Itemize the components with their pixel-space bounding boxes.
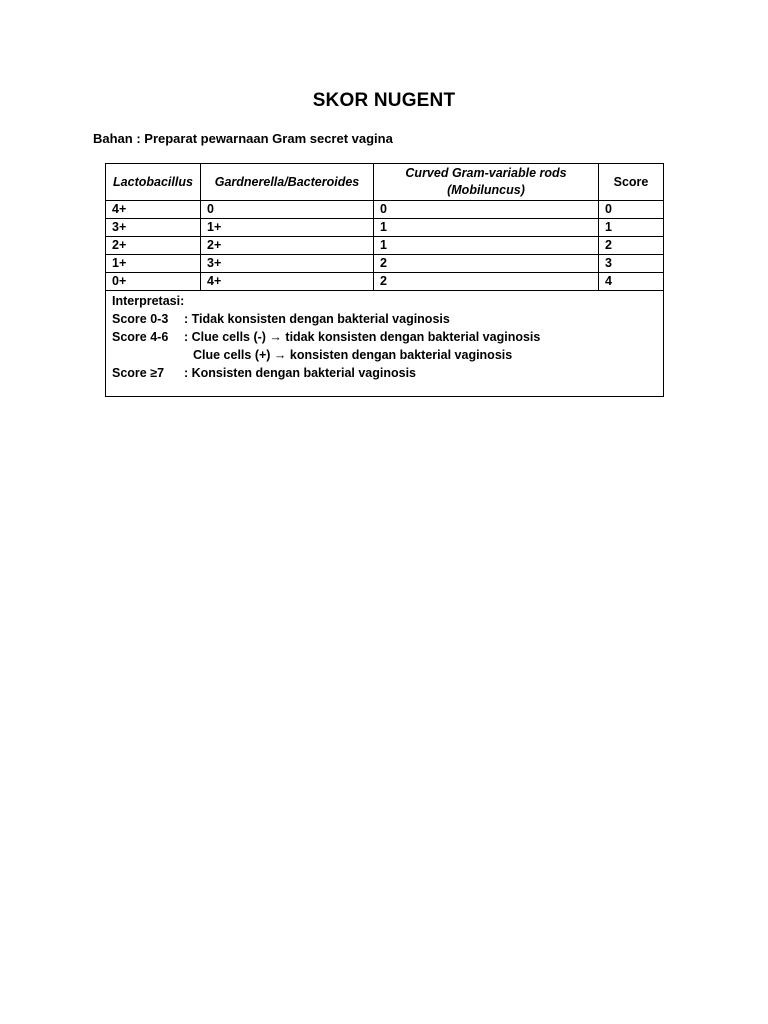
header-gardnerella: Gardnerella/Bacteroides <box>201 164 374 201</box>
interpretation-line <box>112 328 657 346</box>
table-row <box>106 273 664 291</box>
cell-gardnerella: 0 <box>201 201 374 219</box>
interpretation-line <box>112 310 657 328</box>
score-range-text: Clue cells (+) → konsisten dengan bakterial vaginosis <box>193 348 513 362</box>
score-range-label: Score ≥7 <box>112 366 165 380</box>
interpretation-row <box>106 291 664 397</box>
cell-gardnerella: 2+ <box>201 237 374 255</box>
page-title: SKOR NUGENT <box>312 90 456 111</box>
score-range-text: : Clue cells (-) → tidak konsisten dengan bakterial vaginosis <box>184 330 541 344</box>
interpretation-line <box>112 346 657 364</box>
table-header-row <box>106 164 664 201</box>
cell-lactobacillus: 2+ <box>106 237 201 255</box>
interpretation-cell <box>106 291 664 397</box>
cell-gardnerella: 1+ <box>201 219 374 237</box>
score-range-label: Score 0-3 <box>112 312 169 326</box>
cell-mobiluncus: 0 <box>374 201 599 219</box>
cell-score: 1 <box>599 219 664 237</box>
header-mobiluncus: Curved Gram-variable rods (Mobiluncus) <box>374 164 599 201</box>
interpretation-line <box>112 364 657 382</box>
cell-score: 0 <box>599 201 664 219</box>
cell-lactobacillus: 1+ <box>106 255 201 273</box>
cell-gardnerella: 3+ <box>201 255 374 273</box>
score-range-text: : Konsisten dengan bakterial vaginosis <box>184 366 417 380</box>
table-row <box>106 255 664 273</box>
table-row <box>106 219 664 237</box>
cell-score: 2 <box>599 237 664 255</box>
cell-mobiluncus: 2 <box>374 273 599 291</box>
cell-mobiluncus: 1 <box>374 237 599 255</box>
header-score: Score <box>599 164 664 201</box>
cell-mobiluncus: 2 <box>374 255 599 273</box>
header-lactobacillus: Lactobacillus <box>106 164 201 201</box>
cell-lactobacillus: 3+ <box>106 219 201 237</box>
cell-lactobacillus: 0+ <box>106 273 201 291</box>
cell-score: 4 <box>599 273 664 291</box>
score-range-label: Score 4-6 <box>112 330 169 344</box>
score-range-text: : Tidak konsisten dengan bakterial vaginosis <box>184 312 450 326</box>
table-row <box>106 201 664 219</box>
cell-lactobacillus: 4+ <box>106 201 201 219</box>
specimen-line: Bahan : Preparat pewarnaan Gram secret vagina <box>93 131 393 146</box>
nugent-score-table <box>105 163 664 397</box>
cell-score: 3 <box>599 255 664 273</box>
interpretation-heading: Interpretasi: <box>112 294 185 308</box>
table-row <box>106 237 664 255</box>
cell-mobiluncus: 1 <box>374 219 599 237</box>
cell-gardnerella: 4+ <box>201 273 374 291</box>
